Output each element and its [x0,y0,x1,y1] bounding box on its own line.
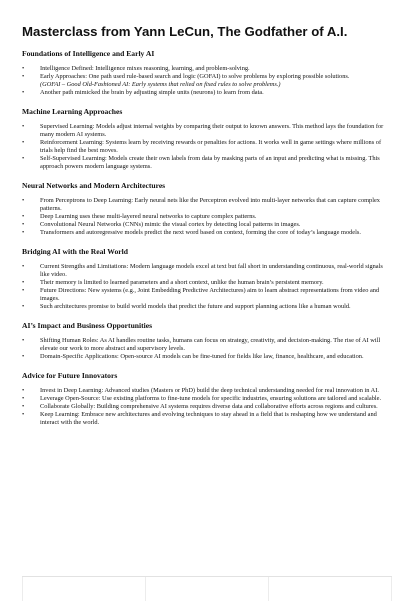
bullet-item: • Leverage Open-Source: Use existing platforms to fine-tune models for specific industries, ensuring solutions are tailored and scalable. [22,395,392,403]
bullet-item: • Future Directions: New systems (e.g., Joint Embedding Predictive Architectures) aim to learn abstract representations from video and images. [22,287,392,303]
bullet-item: • Domain-Specific Applications: Open-source AI models can be fine-tuned for fields like law, finance, healthcare, and education. [22,353,392,361]
section-heading: Advice for Future Innovators [22,371,118,380]
section-foundations [22,49,392,97]
bullet-list [22,263,392,311]
footer-table-border [22,576,392,601]
bullet-item: • Transformers and autoregressive models predict the next word based on context, forming the core of today’s language models. [22,229,392,237]
bullet-item: • Invest in Deep Learning: Advanced studies (Masters or PhD) build the deep technical understanding needed for real innovation in AI. [22,387,392,395]
section-real-world [22,247,392,311]
bullet-item: • Another path mimicked the brain by adjusting simple units (neurons) to learn from data. [22,89,392,97]
bullet-item: • Collaborate Globally: Building comprehensive AI systems requires diverse data and collaborative efforts across regions and cultures. [22,403,392,411]
section-heading: Neural Networks and Modern Architectures [22,181,166,190]
bullet-list [22,65,392,97]
bullet-item: • Self-Supervised Learning: Models create their own labels from data by masking parts of an input and predicting what is missing. This approach powers modern language systems. [22,155,392,171]
bullet-item: • Reinforcement Learning: Systems learn by receiving rewards or penalties for actions. It works well in game settings where millions of trials help find the best moves. [22,139,392,155]
bullet-item: • Such architectures promise to build world models that predict the future and support planning actions like a human would. [22,303,392,311]
document-title: Masterclass from Yann LeCun, The Godfather of A.I. [22,24,348,39]
bullet-item: • Shifting Human Roles: As AI handles routine tasks, humans can focus on strategy, creativity, and decision-making. The rise of AI will elevate our work to more abstract and supervisory levels. [22,337,392,353]
section-advice [22,371,392,427]
bullet-text: Early Approaches: One path used rule-based search and logic (GOFAI) to solve problems by exploring possible solutions. [40,73,350,80]
section-heading: Bridging AI with the Real World [22,247,128,256]
section-machine-learning [22,107,392,171]
bullet-list [22,387,392,427]
section-business [22,321,392,361]
bullet-list [22,337,392,361]
bullet-item: • From Perceptrons to Deep Learning: Early neural nets like the Perceptron evolved into multi-layer networks that can capture complex patterns. [22,197,392,213]
section-heading: Machine Learning Approaches [22,107,123,116]
table-cell [269,577,392,601]
bullet-list [22,197,392,237]
bullet-item: • Supervised Learning: Models adjust internal weights by comparing their output to known answers. This method lays the foundation for many modern AI systems. [22,123,392,139]
bullet-item: • Convolutional Neural Networks (CNNs) mimic the visual cortex by detecting local patterns in images. [22,221,392,229]
bullet-item: • Current Strengths and Limitations: Modern language models excel at text but fall short in understanding continuous, real-world signals like video. [22,263,392,279]
bullet-list [22,123,392,171]
table-cell [146,577,269,601]
bullet-item: • Keep Learning: Embrace new architectures and evolving techniques to stay ahead in a field that is reshaping how we understand and interact with the world. [22,411,392,427]
section-heading: AI’s Impact and Business Opportunities [22,321,153,330]
section-heading: Foundations of Intelligence and Early AI [22,49,155,58]
section-neural-networks [22,181,392,237]
bullet-item [22,73,392,89]
bullet-item: • Intelligence Defined: Intelligence mixes reasoning, learning, and problem-solving. [22,65,392,73]
gofai-note: (GOFAI – Good Old-Fashioned AI: Early systems that relied on fixed rules to solve problems.) [40,81,281,88]
table-cell [22,577,146,601]
bullet-item: • Deep Learning uses these multi-layered neural networks to capture complex patterns. [22,213,392,221]
bullet-item: • Their memory is limited to learned parameters and a short context, unlike the human brain’s persistent memory. [22,279,392,287]
